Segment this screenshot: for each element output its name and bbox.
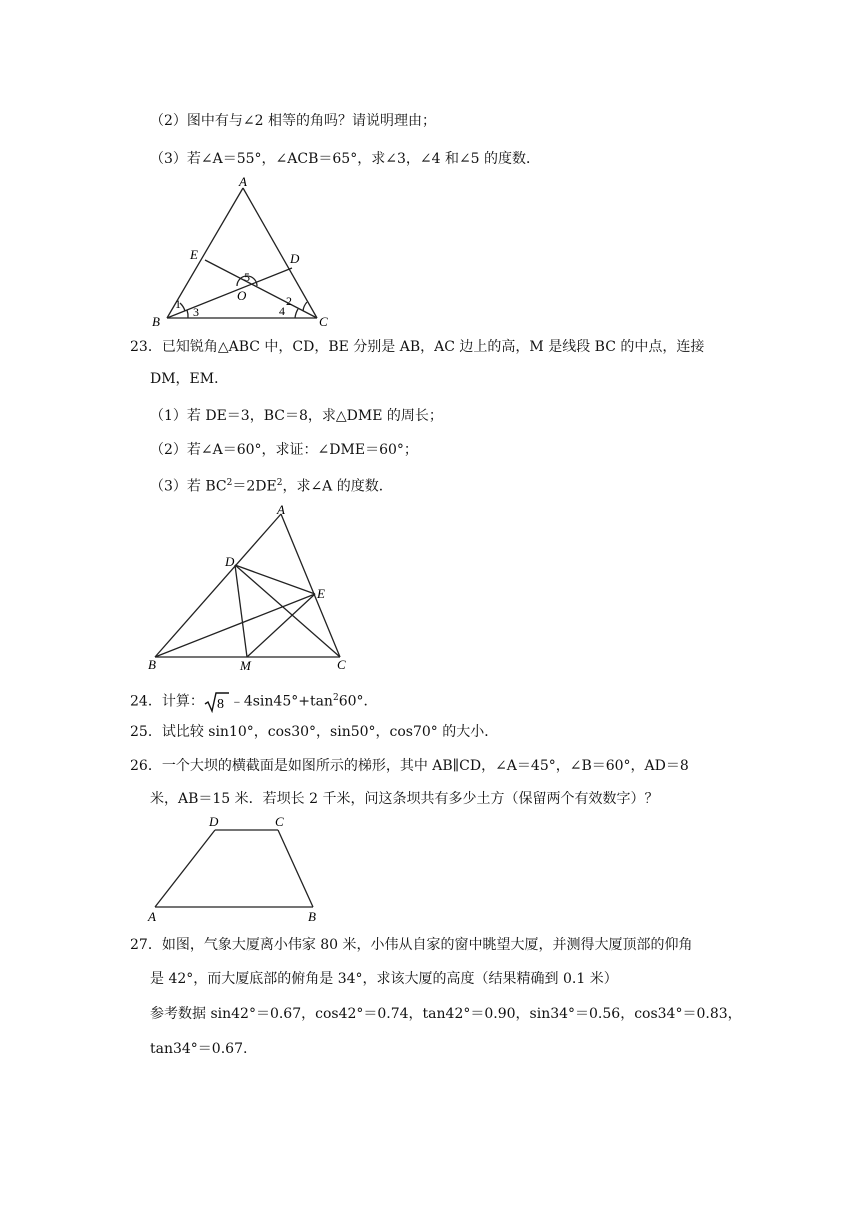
q27-line3: 参考数据 sin42°＝0.67，cos42°＝0.74，tan42°＝0.90，sin34°＝0.56，cos34°＝0.83， [150, 1006, 742, 1022]
angle-label-3: 3 [193, 305, 199, 319]
q26-line2: 米，AB＝15 米．若坝长 2 千米，问这条坝共有多少土方（保留两个有效数字）？ [150, 791, 659, 807]
label-M: M [240, 658, 251, 673]
label-B: B [152, 314, 160, 329]
q22-part3-text: （3）若∠A＝55°，∠ACB＝65°，求∠3，∠4 和∠5 的度数． [150, 151, 541, 167]
q23-part2-text: （2）若∠A＝60°，求证：∠DME＝60°； [150, 442, 418, 458]
q27-line4: tan34°＝0.67. [150, 1041, 248, 1057]
angle-label-4: 4 [279, 304, 285, 318]
label-A: A [239, 175, 247, 189]
q23-figure [145, 502, 360, 674]
q23-part1-text: （1）若 DE＝3，BC＝8，求△DME 的周长； [150, 408, 443, 424]
q24-suffix-sup: 2 [332, 693, 339, 703]
q23-part3-b: ＝2DE [232, 478, 277, 495]
q24-text [130, 688, 378, 713]
q23-part3-text [150, 473, 393, 497]
q27-line1: 27．如图，气象大厦离小伟家 80 米，小伟从自家的窗中眺望大厦，并测得大厦顶部的仰角 [130, 937, 693, 953]
q24-suffix-b: 60°． [338, 693, 378, 710]
label-C: C [319, 314, 328, 329]
q27-line2: 是 42°，而大厦底部的俯角是 34°，求该大厦的高度（结果精确到 0.1 米） [150, 971, 618, 987]
q25-text: 25．试比较 sin10°，cos30°，sin50°，cos70° 的大小． [130, 724, 499, 740]
label-B: B [308, 909, 316, 924]
q23-part3-a: （3）若 BC [150, 478, 227, 495]
q22-figure [145, 175, 335, 330]
q24-prefix: 24．计算： [130, 693, 204, 710]
label-O: O [237, 288, 247, 303]
label-D: D [290, 251, 300, 266]
label-E: E [190, 247, 198, 262]
label-A: A [277, 502, 285, 517]
q22-part2-text: （2）图中有与∠2 相等的角吗？请说明理由； [150, 113, 436, 129]
label-B: B [148, 657, 156, 672]
q23-line2: DM，EM． [150, 371, 229, 387]
q26-figure [145, 810, 330, 925]
q24-radicand: 8 [216, 696, 224, 712]
label-D: D [209, 814, 219, 829]
angle-label-1: 1 [175, 297, 181, 311]
label-D: D [225, 554, 235, 569]
label-C: C [275, 814, 284, 829]
label-C: C [337, 657, 346, 672]
sqrt-icon [204, 691, 230, 713]
q23-line1: 23．已知锐角△ABC 中，CD，BE 分别是 AB，AC 边上的高，M 是线段 BC 的中点，连接 [130, 339, 705, 355]
label-A: A [148, 909, 156, 924]
label-E: E [317, 586, 325, 601]
q24-suffix-a: ﹣4sin45°+tan [229, 693, 333, 710]
q23-part3-sup1: 2 [226, 478, 233, 488]
q23-part3-c: ，求∠A 的度数． [282, 478, 393, 495]
q23-part3-sup2: 2 [276, 478, 283, 488]
angle-label-5: 5 [244, 270, 250, 284]
q26-line1: 26．一个大坝的横截面是如图所示的梯形，其中 AB∥CD，∠A＝45°，∠B＝60°，AD＝8 [130, 758, 689, 774]
angle-label-2: 2 [286, 294, 292, 308]
